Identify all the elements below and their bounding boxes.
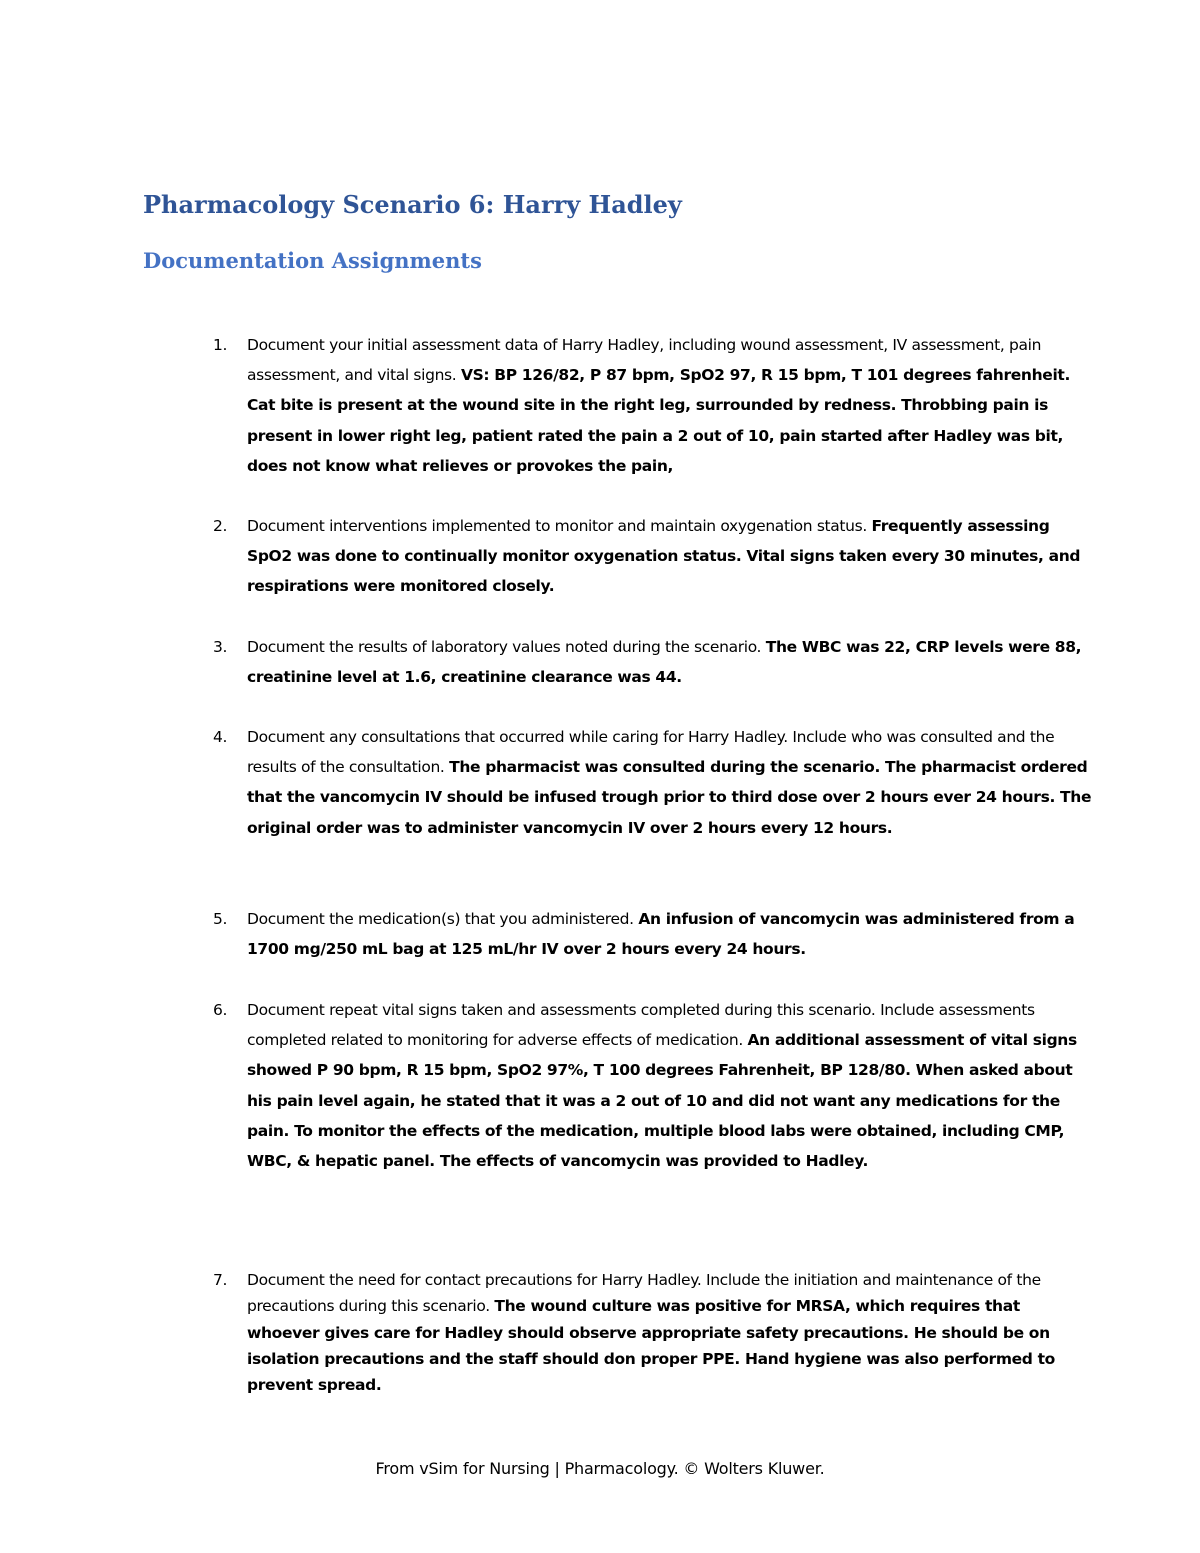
list-item-6 — [213, 995, 1093, 1176]
item-text — [247, 511, 1093, 602]
item-prompt: Document the medication(s) that you administered. — [247, 910, 634, 928]
item-number: 5. — [213, 910, 228, 928]
item-number: 3. — [213, 638, 228, 656]
item-answer: An infusion of vancomycin was administered from a 1700 mg/250 mL bag at 125 mL/hr IV over 2 hours every 24 hours. — [247, 910, 1075, 959]
item-prompt: Document your initial assessment data of Harry Hadley, including wound assessment, IV assessment, pain assessment, and vital signs. — [247, 336, 1042, 385]
item-number: 1. — [213, 336, 228, 354]
list-item-3 — [213, 632, 1093, 692]
item-answer: Frequently assessing SpO2 was done to continually monitor oxygenation status. Vital signs taken every 30 minutes, and respirations were monitored closely. — [247, 517, 1081, 596]
item-number: 4. — [213, 728, 228, 746]
item-number: 7. — [213, 1271, 228, 1289]
item-text — [247, 632, 1093, 692]
item-text — [247, 904, 1093, 964]
item-prompt: Document interventions implemented to monitor and maintain oxygenation status. — [247, 517, 867, 535]
item-answer: The pharmacist was consulted during the scenario. The pharmacist ordered that the vancomycin IV should be infused trough prior to third dose over 2 hours ever 24 hours. The original order was to administer vancomycin IV over 2 hours every 12 hours. — [247, 758, 1092, 837]
item-text — [247, 1267, 1093, 1398]
document-title: Pharmacology Scenario 6: Harry Hadley — [143, 190, 682, 219]
list-item-7 — [213, 1267, 1093, 1398]
item-text — [247, 330, 1093, 481]
page-footer: From vSim for Nursing | Pharmacology. © Wolters Kluwer. — [375, 1459, 825, 1478]
item-prompt: Document the need for contact precautions for Harry Hadley. Include the initiation and maintenance of the precautions during this scenario. — [247, 1271, 1041, 1316]
item-answer: An additional assessment of vital signs showed P 90 bpm, R 15 bpm, SpO2 97%, T 100 degrees Fahrenheit, BP 128/80. When asked about his pain level again, he stated that it was a 2 out of 10 and did not want any medications for the pain. To monitor the effects of the medication, multiple blood labs were obtained, including CMP, WBC, & hepatic panel. The effects of vancomycin was provided to Hadley. — [247, 1031, 1077, 1171]
list-item-5 — [213, 904, 1093, 964]
section-heading: Documentation Assignments — [143, 248, 482, 273]
item-answer: The wound culture was positive for MRSA, which requires that whoever gives care for Hadley should observe appropriate safety precautions. He should be on isolation precautions and the staff should don proper PPE. Hand hygiene was also performed to prevent spread. — [247, 1297, 1055, 1395]
item-prompt: Document repeat vital signs taken and assessments completed during this scenario. Include assessments completed related to monitoring for adverse effects of medication. — [247, 1001, 1035, 1050]
item-text — [247, 722, 1093, 843]
list-item-2 — [213, 511, 1093, 602]
item-number: 2. — [213, 517, 228, 535]
item-answer: VS: BP 126/82, P 87 bpm, SpO2 97, R 15 bpm, T 101 degrees fahrenheit. Cat bite is present at the wound site in the right leg, surrounded by redness. Throbbing pain is present in lower right leg, patient rated the pain a 2 out of 10, pain started after Hadley was bit, does not know what relieves or provokes the pain, — [247, 366, 1071, 475]
item-number: 6. — [213, 1001, 228, 1019]
item-prompt: Document any consultations that occurred while caring for Harry Hadley. Include who was consulted and the results of the consultation. — [247, 728, 1055, 777]
item-prompt: Document the results of laboratory values noted during the scenario. — [247, 638, 762, 656]
item-answer: The WBC was 22, CRP levels were 88, creatinine level at 1.6, creatinine clearance was 44. — [247, 638, 1082, 687]
list-item-4 — [213, 722, 1093, 843]
item-text — [247, 995, 1093, 1176]
list-item-1 — [213, 330, 1093, 481]
